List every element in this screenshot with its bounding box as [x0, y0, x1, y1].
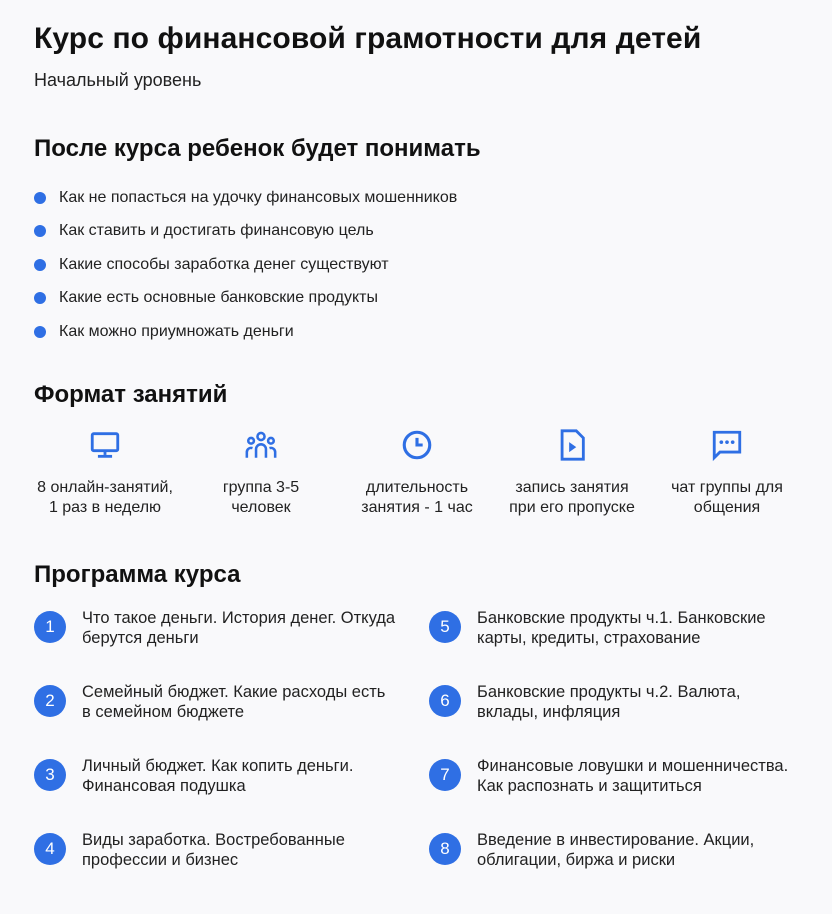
format-label: запись занятия при его пропуске — [509, 479, 635, 516]
program-item — [34, 756, 414, 796]
lesson-number-badge: 6 — [429, 685, 461, 717]
list-item-text: Как не попасться на удочку финансовых мошенников — [59, 188, 458, 206]
program-item — [429, 756, 809, 796]
program-item — [429, 830, 809, 870]
clock-icon — [400, 428, 434, 462]
page-subtitle: Начальный уровень — [34, 70, 202, 90]
lesson-text: Что такое деньги. История денег. Откуда берутся деньги — [82, 609, 396, 647]
lesson-text: Банковские продукты ч.1. Банковские карты, кредиты, страхование — [477, 609, 766, 647]
list-item — [34, 315, 457, 349]
format-label: чат группы для общения — [671, 479, 783, 516]
list-item-text: Какие есть основные банковские продукты — [59, 289, 378, 307]
page-title: Курс по финансовой грамотности для детей — [34, 22, 702, 55]
format-section-title: Формат занятий — [34, 381, 228, 408]
bullet-dot-icon — [34, 259, 46, 271]
lesson-number-badge: 3 — [34, 759, 66, 791]
format-label: группа 3-5 человек — [222, 479, 300, 516]
list-item-text: Как можно приумножать деньги — [59, 322, 294, 340]
lesson-number-badge: 4 — [34, 833, 66, 865]
format-label: 8 онлайн-занятий, 1 раз в неделю — [37, 479, 173, 516]
program-item — [34, 830, 414, 870]
program-item — [34, 608, 414, 648]
format-item-duration — [332, 428, 502, 518]
group-icon — [244, 428, 278, 462]
list-item — [34, 215, 457, 249]
program-section-title: Программа курса — [34, 561, 241, 588]
bullet-dot-icon — [34, 292, 46, 304]
chat-icon — [710, 428, 744, 462]
program-item — [34, 682, 414, 722]
lesson-number-badge: 8 — [429, 833, 461, 865]
lesson-text: Семейный бюджет. Какие расходы есть в семейном бюджете — [82, 683, 386, 721]
outcomes-list — [34, 181, 457, 349]
lesson-number-badge: 2 — [34, 685, 66, 717]
list-item — [34, 282, 457, 316]
lesson-text: Банковские продукты ч.2. Валюта, вклады, инфляция — [477, 683, 741, 721]
format-item-lessons — [20, 428, 190, 518]
lesson-number-badge: 7 — [429, 759, 461, 791]
format-label: длительность занятия - 1 час — [361, 479, 473, 516]
lesson-text: Финансовые ловушки и мошенничества. Как распознать и защититься — [477, 757, 789, 795]
program-item — [429, 608, 809, 648]
lesson-text: Виды заработка. Востребованные профессии и бизнес — [82, 831, 345, 869]
list-item-text: Как ставить и достигать финансовую цель — [59, 222, 374, 240]
format-item-group — [176, 428, 346, 518]
lesson-text: Личный бюджет. Как копить деньги. Финансовая подушка — [82, 757, 354, 795]
video-file-icon — [555, 428, 589, 462]
list-item — [34, 248, 457, 282]
outcomes-section-title: После курса ребенок будет понимать — [34, 135, 481, 162]
bullet-dot-icon — [34, 326, 46, 338]
format-item-chat — [642, 428, 812, 518]
lesson-number-badge: 5 — [429, 611, 461, 643]
monitor-icon — [88, 428, 122, 462]
format-item-recording — [487, 428, 657, 518]
program-item — [429, 682, 809, 722]
bullet-dot-icon — [34, 225, 46, 237]
lesson-number-badge: 1 — [34, 611, 66, 643]
list-item-text: Какие способы заработка денег существуют — [59, 255, 389, 273]
bullet-dot-icon — [34, 192, 46, 204]
lesson-text: Введение в инвестирование. Акции, облигации, биржа и риски — [477, 831, 755, 869]
list-item — [34, 181, 457, 215]
